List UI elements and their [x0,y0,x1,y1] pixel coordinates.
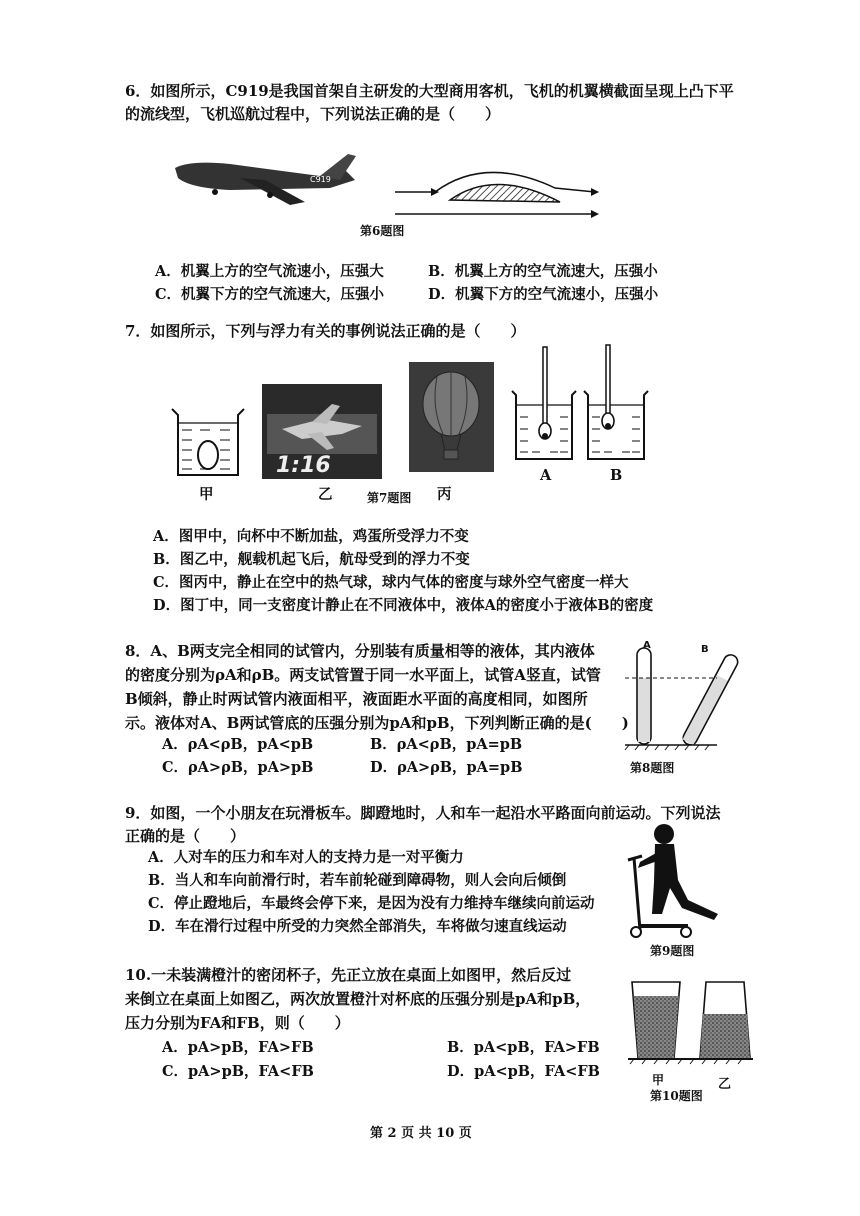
test-tubes-diagram [625,640,720,755]
q8-option-d[interactable]: D．ρA>ρB，pA=pB [370,759,523,776]
q10-stem-line2: 来倒立在桌面上如图乙，两次放置橙汁对杯底的压强分别是pA和pB， [125,990,591,1008]
tube-label-b: B [701,644,709,655]
q10-stem-line3: 压力分别为FA和FB，则（ ） [125,1014,350,1032]
q6-option-d[interactable]: D．机翼下方的空气流速小，压强小 [428,286,659,303]
q6-option-a[interactable]: A．机翼上方的空气流速小，压强大 [155,263,384,280]
q7-figure-caption: 第7题图 [367,491,412,505]
q9-option-b[interactable]: B．当人和车向前滑行时，若车前轮碰到障碍物，则人会向后倾倒 [148,872,567,889]
q10-option-c[interactable]: C．pA>pB，FA<FB [162,1063,314,1080]
q10-stem-line1: 10.一未装满橙汁的密闭杯子，先正立放在桌面上如图甲，然后反过 [125,966,572,984]
q9-option-d[interactable]: D．车在滑行过程中所受的力突然全部消失，车将做匀速直线运动 [148,918,567,935]
q10-option-b[interactable]: B．pA<pB，FA>FB [447,1039,600,1056]
q8-stem-line2: 的密度分别为ρA和ρB。两支试管置于同一水平面上，试管A竖直，试管 [125,666,601,684]
q6-stem-line1: 6．如图所示，C919是我国首架自主研发的大型商用客机，飞机的机翼横截面呈现上凸下平 [125,82,734,100]
q9-option-a[interactable]: A．人对车的压力和车对人的支持力是一对平衡力 [148,849,464,866]
q7-stem-line1: 7．如图所示，下列与浮力有关的事例说法正确的是（ ） [125,322,526,340]
beaker-egg-diagram [170,405,245,480]
q7-option-b[interactable]: B．图乙中，舰载机起飞后，航母受到的浮力不变 [153,551,470,568]
q10-label-yi: 乙 [718,1077,732,1092]
q7-option-d[interactable]: D．图丁中，同一支密度计静止在不同液体中，液体A的密度小于液体B的密度 [153,597,654,614]
q6-stem-line2: 的流线型，飞机巡航过程中，下列说法正确的是（ ） [125,105,501,123]
q10-figure-caption: 第10题图 [650,1089,703,1103]
q8-stem-line3: B倾斜，静止时两试管内液面相平，液面距水平面的高度相同，如图所 [125,690,588,708]
q9-figure-caption: 第9题图 [650,944,695,958]
q7-option-a[interactable]: A．图甲中，向杯中不断加盐，鸡蛋所受浮力不变 [153,528,469,545]
q8-stem-line4: 示。液体对A、B两试管底的压强分别为pA和pB，下列判断正确的是( ) [125,714,629,732]
q10-label-jia: 甲 [652,1073,665,1087]
q7-label-a: A [540,467,552,484]
q9-stem-line2: 正确的是（ ） [125,827,246,845]
tube-label-a: A [643,640,651,651]
q6-figure-caption: 第6题图 [360,224,405,238]
q8-option-c[interactable]: C．ρA>ρB，pA>pB [162,759,314,776]
q8-stem-line1: 8．A、B两支完全相同的试管内，分别装有质量相等的液体，其内液体 [125,642,595,660]
q9-stem-line1: 9．如图，一个小朋友在玩滑板车。脚蹬地时，人和车一起沿水平路面向前运动。下列说法 [125,804,721,822]
q7-label-jia: 甲 [199,486,214,503]
q8-option-a[interactable]: A．ρA<ρB，pA<pB [162,736,314,753]
q9-option-c[interactable]: C．停止蹬地后，车最终会停下来，是因为没有力维持车继续向前运动 [148,895,595,912]
page-footer: 第 2 页 共 10 页 [370,1126,472,1141]
scooter-child-image [622,822,727,940]
svg-text:C919: C919 [310,175,331,184]
q7-label-bing: 丙 [437,486,452,503]
juice-cups-diagram [628,978,753,1068]
airplane-image [170,150,360,210]
hydrometer-beaker-a [510,345,580,465]
q7-option-c[interactable]: C．图丙中，静止在空中的热气球，球内气体的密度与球外空气密度一样大 [153,574,629,591]
q8-option-b[interactable]: B．ρA<ρB，pA=pB [370,736,523,753]
wing-airflow-diagram [395,160,605,220]
q10-option-a[interactable]: A．pA>pB，FA>FB [162,1039,314,1056]
hydrometer-beaker-b [582,345,652,465]
q8-figure-caption: 第8题图 [630,761,675,775]
hot-air-balloon-photo [409,362,494,472]
q6-option-b[interactable]: B．机翼上方的空气流速大，压强小 [428,263,658,280]
q7-label-yi: 乙 [318,486,333,503]
jet-hull-number: 1:16 [276,453,331,478]
q6-option-c[interactable]: C．机翼下方的空气流速大，压强小 [155,286,385,303]
q7-label-b: B [610,467,623,484]
carrier-jet-photo [262,384,382,479]
q10-option-d[interactable]: D．pA<pB，FA<FB [447,1063,600,1080]
